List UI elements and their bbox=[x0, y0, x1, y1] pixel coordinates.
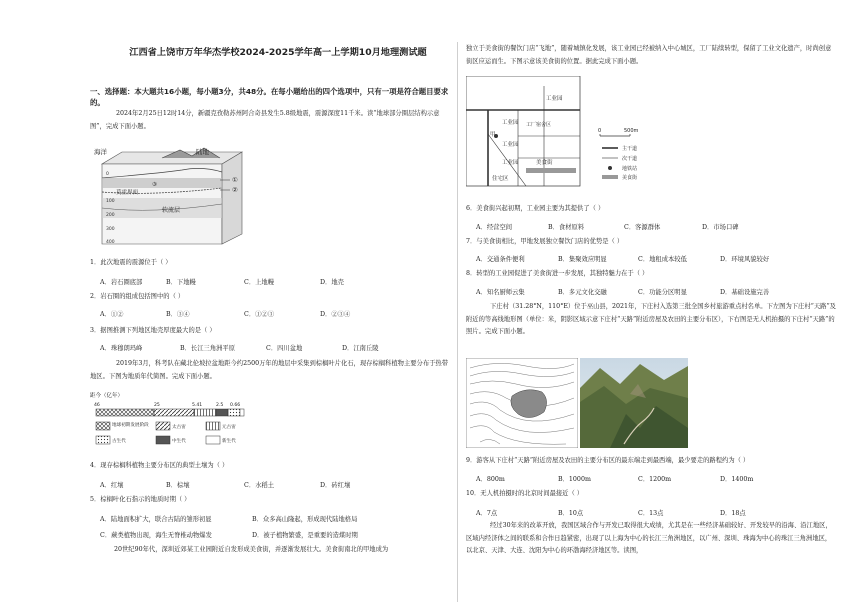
map-scale-500m: 500m bbox=[624, 128, 639, 134]
legend-archean: 太古宙 bbox=[172, 425, 186, 430]
q1-option-a[interactable]: A．岩石圈底部 bbox=[100, 279, 143, 286]
fig1-label-3: ③ bbox=[152, 182, 157, 188]
legend-cenozoic: 新生代 bbox=[222, 439, 236, 444]
q1-stem: 1．此次地震的震源位于（ ） bbox=[90, 259, 172, 266]
q5-option-d[interactable]: D．被子植物繁盛，是重要的造煤时期 bbox=[252, 532, 358, 539]
fig1-label-1: ① bbox=[232, 176, 238, 184]
q2-option-b[interactable]: B．③④ bbox=[166, 311, 190, 318]
q8-stem: 8．转型的工业园促进了美食街进一步发展，其独特魅力在于（ ） bbox=[466, 270, 649, 277]
intro-earthquake: 2024年2月25日12时14分，新疆克孜勒苏州阿合奇县发生5.8级地震，震源深度11千米。读“地球部分圈层结构示意图”，完成下面小题。 bbox=[90, 110, 440, 130]
q7-option-c[interactable]: C．地租成本较低 bbox=[638, 256, 687, 263]
q5-stem: 5．棕榈叶化石指示的地质时期（ ） bbox=[90, 496, 191, 503]
fig1-sea-label: 海洋 bbox=[94, 148, 107, 156]
contour-map bbox=[466, 358, 578, 448]
q4-stem: 4．现存棕榈科植物主要分布区的典型土壤为（ ） bbox=[90, 462, 229, 469]
map-legend-secondary-road: 次干道 bbox=[622, 156, 638, 162]
fig1-depth-0: 0 bbox=[106, 172, 109, 177]
q3-option-b[interactable]: B．长江三角洲平原 bbox=[180, 345, 236, 352]
fig1-depth-300: 300 bbox=[106, 227, 115, 232]
q4-option-c[interactable]: C．水稻土 bbox=[244, 482, 275, 489]
map-zone-industrial-3: 工业园 bbox=[502, 142, 519, 148]
q1-option-d[interactable]: D．地壳 bbox=[320, 279, 344, 286]
map-zone-industrial-4: 工业园 bbox=[502, 160, 519, 166]
fig1-depth-200: 200 bbox=[106, 213, 115, 218]
q4-option-d[interactable]: D．砖红壤 bbox=[320, 482, 351, 489]
q7-stem: 7．与美食街相比，甲地发展独立餐饮门店的优势是（ ） bbox=[466, 238, 624, 245]
fig1-depth-100: 100 bbox=[106, 199, 115, 204]
tick-0-66: 0.66 bbox=[230, 403, 241, 408]
q4-option-b[interactable]: B．棕壤 bbox=[166, 482, 190, 489]
intro-palm-fossil: 2019年3月，科考队在藏北伦坡拉盆地距今约2500万年的地层中采集到棕榈叶片化石，现存棕榈科植物主要分布于热带地区。下图为地质年代简图。完成下面小题。 bbox=[90, 360, 449, 380]
fig1-depth-400: 400 bbox=[106, 240, 115, 245]
tick-46: 46 bbox=[94, 403, 100, 408]
legend-early-earth: 地球初期发展阶段 bbox=[112, 423, 149, 428]
section-heading: 一、选择题：本大题共16小题，每小题3分，共48分。在每小题给出的四个选项中，只有一项是符合题目要求的。 bbox=[90, 87, 449, 107]
tick-5-41: 5.41 bbox=[192, 403, 203, 408]
q8-option-c[interactable]: C．功能分区明显 bbox=[638, 289, 687, 296]
timeline-ylabel: 距今（亿年） bbox=[90, 393, 124, 399]
q8-option-d[interactable]: D．基础设施完善 bbox=[720, 289, 770, 296]
fig1-label-2: ② bbox=[232, 186, 238, 194]
q3-option-a[interactable]: A．珠穆朗玛峰 bbox=[100, 345, 143, 352]
legend-mesozoic: 中生代 bbox=[172, 439, 186, 444]
q1-option-b[interactable]: B．下地幔 bbox=[166, 279, 196, 286]
map-legend-main-road: 主干道 bbox=[622, 146, 638, 152]
q3-option-d[interactable]: D．江南丘陵 bbox=[342, 345, 379, 352]
map-zone-industrial-2: 工业园 bbox=[502, 120, 519, 126]
q7-option-a[interactable]: A．交通条件便利 bbox=[476, 256, 525, 263]
map-legend-metro: 地铁站 bbox=[622, 166, 638, 172]
intro-xiazhuang-village: 下庄村（31.28°N，110°E）位于巫山县，2021年，下庄村入选第三批全国乡村旅游重点村名单。下左图为下庄村“天路”及附近的等高线地形图（单位：米，阴影区域示意下庄村“天路”附近房屋及农田的主要分布区），下右图是无人机拍摄的下庄村“天路”的照片。完成下面小题。 bbox=[466, 303, 836, 335]
page-title: 江西省上饶市万年华杰学校2024-2025学年高一上学期10月地理测试题 bbox=[129, 47, 427, 58]
q10-option-d[interactable]: D．18点 bbox=[720, 510, 746, 517]
legend-paleozoic: 古生代 bbox=[112, 439, 126, 444]
q9-option-c[interactable]: C．1200m bbox=[638, 476, 672, 483]
geologic-timeline-figure bbox=[88, 390, 258, 452]
earth-layers-figure bbox=[92, 144, 252, 250]
map-label-jia: 甲 bbox=[490, 132, 496, 138]
fig1-land-label: 陆地 bbox=[196, 148, 209, 156]
q9-option-a[interactable]: A．800m bbox=[476, 476, 505, 483]
fig1-moho-label: 莫霍界面 bbox=[116, 190, 139, 196]
q7-option-b[interactable]: B．集聚效应明显 bbox=[558, 256, 607, 263]
tick-25: 25 bbox=[154, 403, 160, 408]
q6-stem: 6．美食街兴起初期，工业园主要为其提供了（ ） bbox=[466, 205, 605, 212]
intro-regional-cooperation: 经过30年来的改革开放，我国区域合作与开发已取得很大成绩，尤其是在一些经济基础较好、开发较早的沿海、沿江地区，区域内经济体之间的联系和合作日趋紧密，出现了以上海为中心的长江三角洲地区，以广州、深圳、珠海为中心的珠江三角洲地区，以北京、天津、大连、沈阳为中心的环渤海经济地区等。读图， bbox=[466, 522, 832, 554]
q5-option-a[interactable]: A．陆地面积扩大，联合古陆的雏形初显 bbox=[100, 516, 212, 523]
q9-stem: 9．游客从下庄村“天路”附近房屋及农田的主要分布区的最东端走到最西端，最少要走的路程约为（ ） bbox=[466, 457, 750, 464]
map-zone-food-street: 美食街 bbox=[536, 160, 553, 166]
q2-option-c[interactable]: C．①②③ bbox=[244, 311, 275, 318]
q4-option-a[interactable]: A．红壤 bbox=[100, 482, 124, 489]
q6-option-a[interactable]: A．经营空间 bbox=[476, 224, 513, 231]
left-column bbox=[84, 0, 456, 608]
q3-option-c[interactable]: C．四川盆地 bbox=[266, 345, 303, 352]
q3-stem: 3．据图推测下列地区地壳厚度最大的是（ ） bbox=[90, 327, 216, 334]
intro-food-street-start: 20世纪90年代，深圳近郊某工业园附近自发形成美食街，并逐渐发展壮大。美食街南北的甲地成为 bbox=[114, 546, 389, 553]
map-zone-dormitory: 工厂宿舍区 bbox=[526, 122, 552, 128]
map-legend-food-street: 美食街 bbox=[622, 175, 638, 181]
q6-option-d[interactable]: D．市场口碑 bbox=[702, 224, 739, 231]
intro-food-street-continued: 独立于美食街的餐饮门店“飞地”，随着城镇化发展，该工业园已经被纳入中心城区，工厂陆续转型，保留了工业文化遗产，时尚创意街区应运而生。下图示意该美食街的位置。据此完成下面小题。 bbox=[466, 45, 832, 65]
q6-option-b[interactable]: B．食材原料 bbox=[548, 224, 585, 231]
column-divider bbox=[457, 42, 458, 602]
food-street-map bbox=[466, 76, 656, 188]
q7-option-d[interactable]: D．环境风貌较好 bbox=[720, 256, 770, 263]
tick-2-5: 2.5 bbox=[216, 403, 224, 408]
legend-proterozoic: 元古宙 bbox=[222, 425, 236, 430]
q10-option-c[interactable]: C．13点 bbox=[638, 510, 664, 517]
q2-option-d[interactable]: D．②③④ bbox=[320, 311, 351, 318]
q1-option-c[interactable]: C．上地幔 bbox=[244, 279, 275, 286]
q5-option-c[interactable]: C．蕨类植物出现，海生无脊椎动物爆发 bbox=[100, 532, 212, 539]
map-zone-residential: 住宅区 bbox=[492, 176, 509, 182]
q5-option-b[interactable]: B．众多高山隆起，形成现代陆地格局 bbox=[252, 516, 358, 523]
q9-option-b[interactable]: B．1000m bbox=[558, 476, 591, 483]
q10-option-a[interactable]: A．7点 bbox=[476, 510, 498, 517]
map-zone-industrial-1: 工业园 bbox=[546, 96, 563, 102]
right-column bbox=[462, 0, 840, 608]
fig1-asthenosphere-label: 软流层 bbox=[162, 207, 181, 214]
map-scale-0: 0 bbox=[598, 128, 602, 134]
q9-option-d[interactable]: D．1400m bbox=[720, 476, 754, 483]
q2-stem: 2．岩石圈的组成包括图中的（ ） bbox=[90, 293, 185, 300]
q8-option-a[interactable]: A．知名厨师云集 bbox=[476, 289, 525, 296]
q10-stem: 10．无人机拍摄时的北京时间最接近（ ） bbox=[466, 490, 584, 497]
q10-option-b[interactable]: B．10点 bbox=[558, 510, 584, 517]
drone-photo bbox=[580, 358, 688, 448]
q6-option-c[interactable]: C．客源群体 bbox=[624, 224, 661, 231]
q8-option-b[interactable]: B．多元文化交融 bbox=[558, 289, 607, 296]
q2-option-a[interactable]: A．①② bbox=[100, 311, 124, 318]
